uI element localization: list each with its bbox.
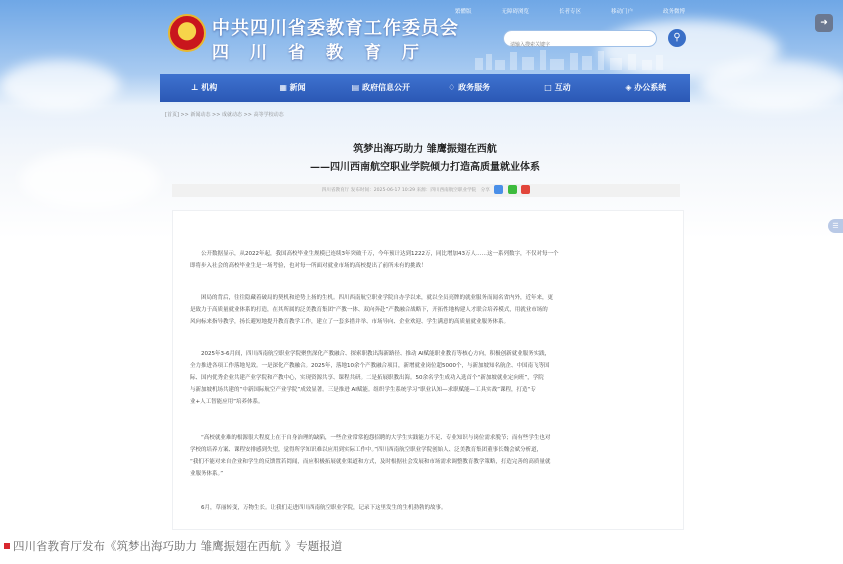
office-icon: ◈ (625, 83, 635, 92)
image-caption: 四川省教育厅发布《筑梦出海巧助力 雏鹰振翅在西航 》专题报道 (4, 538, 342, 554)
site-subtitle: 四川省教育厅 (212, 43, 440, 63)
paragraph-3: 2025年3-6月间，四川西南航空职业学院聚焦深化产教融合、探索职教出海新路径、推动 AI赋能职业教育等核心方向，积极创新就业服务实践， 全力推进各项工作落地见效。一是深化产教融合。2025年，落地10余个产教融合项目，新增就业岗位超5000个，与新加坡知名航企、中国南飞等国 际、国内优秀企业共建产业学院和产教中心，实现资源共享、课程共研。二是拓展职教出海。50余名学生成功入选首个“新加坡就业定向班”，学院 与新加坡机场共建的“中新国际航空产业学院”成效显著。三是推进 AI赋能。组织学生系统学习“职业认知—求职赋能—工具实战”课程，打造“专 业+人工智能应用”培养体系。 (190, 351, 551, 405)
breadcrumb[interactable]: [首页] >> 新闻动态 >> 成就动态 >> 高等学校动态 (165, 112, 284, 118)
paragraph-5: 6月，草丽转变，万物生长。让我们走进四川西南航空职业学院，记录下这里发生的生机勃勃的故事。 (201, 505, 447, 511)
share-link-icon[interactable] (494, 185, 503, 194)
nav-item-gov-services[interactable]: ♢ 政务服务 (448, 83, 491, 92)
share-label: 分享 (480, 188, 490, 193)
nav-item-organization[interactable]: ⊥ 机构 (191, 83, 218, 92)
paragraph-1: 公开数据显示，从2022年起，我国高校毕业生规模已连续3年突破千万，今年预计达到1222万，同比增加43万人……这一系列数字，不仅对每一个 即将步入社会的高校毕业生是一场考验，也对每一所面对就业市场的高校提出了前所未有的挑战！ (190, 251, 559, 269)
article-meta (172, 184, 680, 197)
search-icon: ⚲ (673, 32, 681, 43)
top-link-mobile[interactable]: 移动门户 (610, 9, 633, 15)
article-subtitle: ——四川西南航空职业学院倾力打造高质量就业体系 (310, 162, 540, 173)
main-nav (160, 74, 690, 102)
weibo-icon[interactable] (521, 185, 530, 194)
wechat-icon[interactable] (508, 185, 517, 194)
nav-item-office-system[interactable]: ◈ 办公系统 (625, 83, 667, 92)
top-link-weibo[interactable]: 政务微博 (662, 9, 685, 15)
search-box (503, 30, 657, 47)
city-skyline-decoration (470, 48, 670, 70)
nav-item-info-disclosure[interactable]: ▤ 政府信息公开 (351, 83, 410, 92)
services-icon: ♢ (448, 83, 459, 92)
national-emblem-icon (168, 14, 206, 52)
search-button[interactable] (668, 29, 686, 47)
caption-marker-icon (4, 543, 10, 549)
paragraph-2: 困局的背后，往往隐藏着破局的契机和逆势上扬的生机。四川西南航空职业学院自办学以来，就以全员亮牌的就业服务而闻名省内外，近年来，更 是致力于高质量就业体系的打造，在其所属的泛美教育集团“产教一体、双向奔赴”产教融合战略下，开拓性地构建人才联合培养模式，用就业市场的 风向标来指导教学，扬长避短地提升教育教学工作，建立了一套多措并举、市场导向、企业欢迎、学生满意的高质量就业服务体系。 (190, 295, 554, 325)
side-float-tab[interactable]: ☰ (828, 219, 843, 233)
top-links (455, 7, 685, 15)
top-link-elderly[interactable]: 长者专区 (558, 9, 581, 15)
document-icon: ▤ (351, 83, 362, 92)
organization-icon: ⊥ (191, 83, 202, 92)
login-icon[interactable]: ➜ (815, 14, 833, 32)
paragraph-4: “高校就业难的根源很大程度上在于自身治理的缺陷，一些企业常常抱怨招聘的大学生实践能力不足、专业知识与岗位需求脱节；而有些学生也对 学校的培养方案、课程安排感到失望，觉得所学知识难以应用到实际工作中。”四川西南航空职业学院创始人、泛美教育集团董事长魏会斌分析道， “我们不能对来自企业和学生的反馈置若罔闻，而应积极拓展就业渠道和方式，及时根据社会发展和市场需求调整教育教学策略，打造完善的高质量就 业服务体系。” (190, 435, 551, 477)
meta-text: 四川省教育厅 发布时间：2025-06-17 10:29 来源：四川西南航空职业学院 (321, 188, 477, 193)
site-title: 中共四川省委教育工作委员会 (212, 18, 459, 39)
top-link-traditional[interactable]: 繁體版 (455, 9, 472, 15)
article-title: 筑梦出海巧助力 雏鹰振翅在西航 (353, 144, 497, 155)
top-link-accessibility[interactable]: 无障碍浏览 (501, 9, 529, 15)
news-icon: ▦ (279, 83, 290, 92)
nav-item-news[interactable]: ▦ 新闻 (279, 83, 306, 92)
chat-icon: □ (544, 83, 555, 92)
nav-item-interaction[interactable]: □ 互动 (544, 83, 571, 92)
